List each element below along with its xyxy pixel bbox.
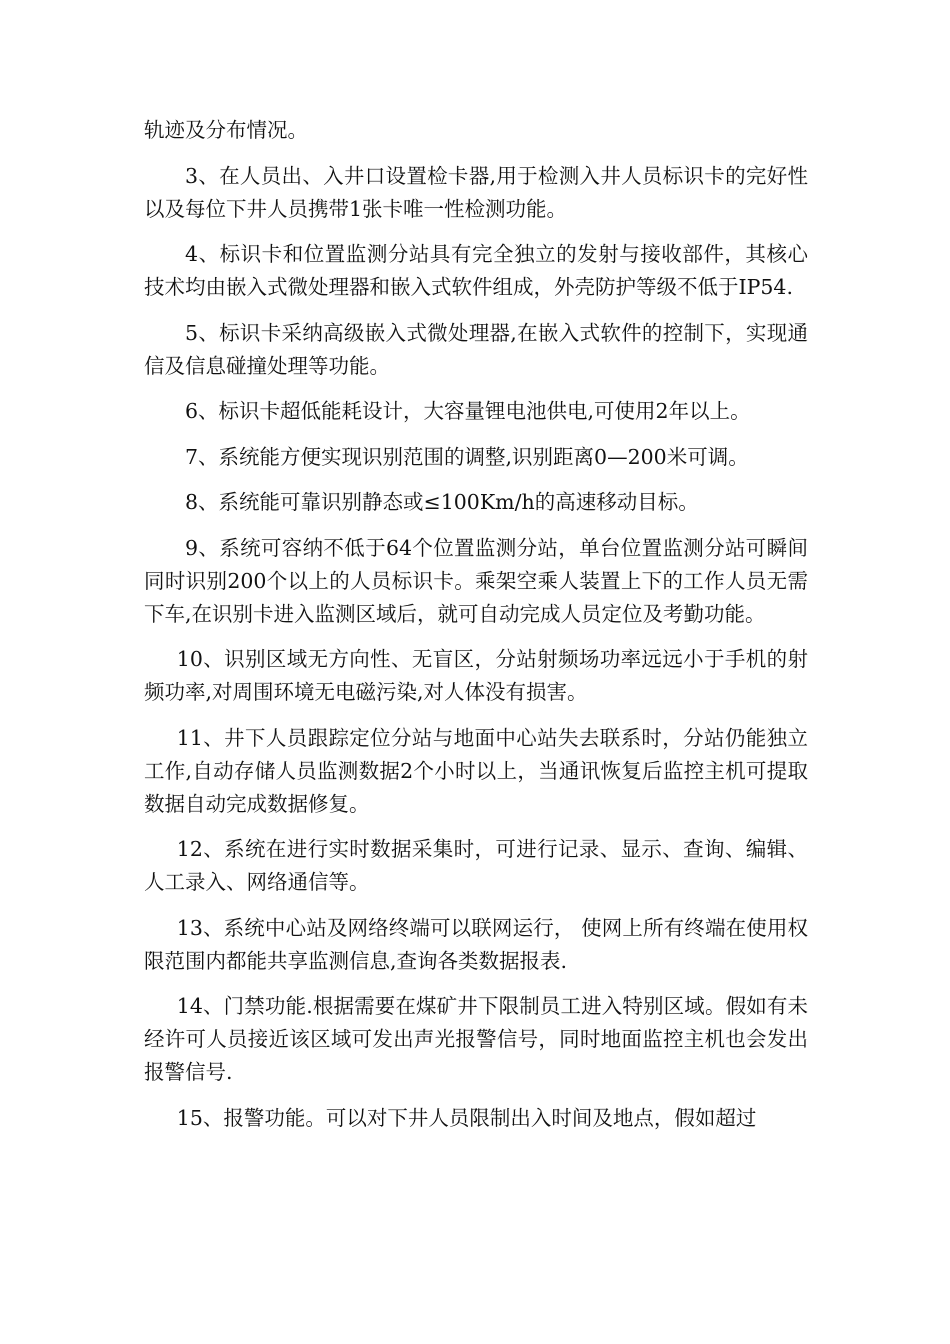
paragraph-item-9: 9、系统可容纳不低于64个位置监测分站，单台位置监测分站可瞬间同时识别200个以上的人员标识卡。乘架空乘人装置上下的工作人员无需下车,在识别卡进入监测区域后，就可自动完成人员定位及考勤功能。 [144, 535, 808, 626]
paragraph-item-11: 11、井下人员跟踪定位分站与地面中心站失去联系时，分站仍能独立工作,自动存储人员监测数据2个小时以上，当通讯恢复后监控主机可提取数据自动完成数据修复。 [144, 725, 808, 816]
paragraph-item-14: 14、门禁功能.根据需要在煤矿井下限制员工进入特别区域。假如有未经许可人员接近该区域可发出声光报警信号，同时地面监控主机也会发出报警信号. [144, 994, 808, 1084]
paragraph-item-7: 7、系统能方便实现识别范围的调整,识别距离0—200米可调。 [185, 444, 749, 469]
paragraph-continuation: 轨迹及分布情况。 [144, 118, 308, 142]
paragraph-item-10: 10、识别区域无方向性、无盲区，分站射频场功率远远小于手机的射频功率,对周围环境无电磁污染,对人体没有损害。 [144, 647, 808, 704]
paragraph-item-12: 12、系统在进行实时数据采集时，可进行记录、显示、查询、编辑、人工录入、网络通信等。 [144, 837, 808, 894]
paragraph-item-15: 15、报警功能。可以对下井人员限制出入时间及地点，假如超过 [176, 1105, 757, 1130]
paragraph-item-6: 6、标识卡超低能耗设计，大容量锂电池供电,可使用2年以上。 [185, 399, 751, 423]
paragraph-item-3: 3、在人员出、入井口设置检卡器,用于检测入井人员标识卡的完好性以及每位下井人员携带1张卡唯一性检测功能。 [144, 163, 808, 221]
paragraph-item-5: 5、标识卡采纳高级嵌入式微处理器,在嵌入式软件的控制下，实现通信及信息碰撞处理等功能。 [144, 320, 808, 378]
document-page [144, 114, 808, 1147]
paragraph-item-8: 8、系统能可靠识别静态或≤100Km/h的高速移动目标。 [185, 490, 699, 514]
paragraph-item-4: 4、标识卡和位置监测分站具有完全独立的发射与接收部件，其核心技术均由嵌入式微处理器和嵌入式软件组成，外壳防护等级不低于IP54. [144, 242, 808, 299]
paragraph-item-13: 13、系统中心站及网络终端可以联网运行， 使网上所有终端在使用权限范围内都能共享监测信息,查询各类数据报表. [144, 915, 808, 973]
